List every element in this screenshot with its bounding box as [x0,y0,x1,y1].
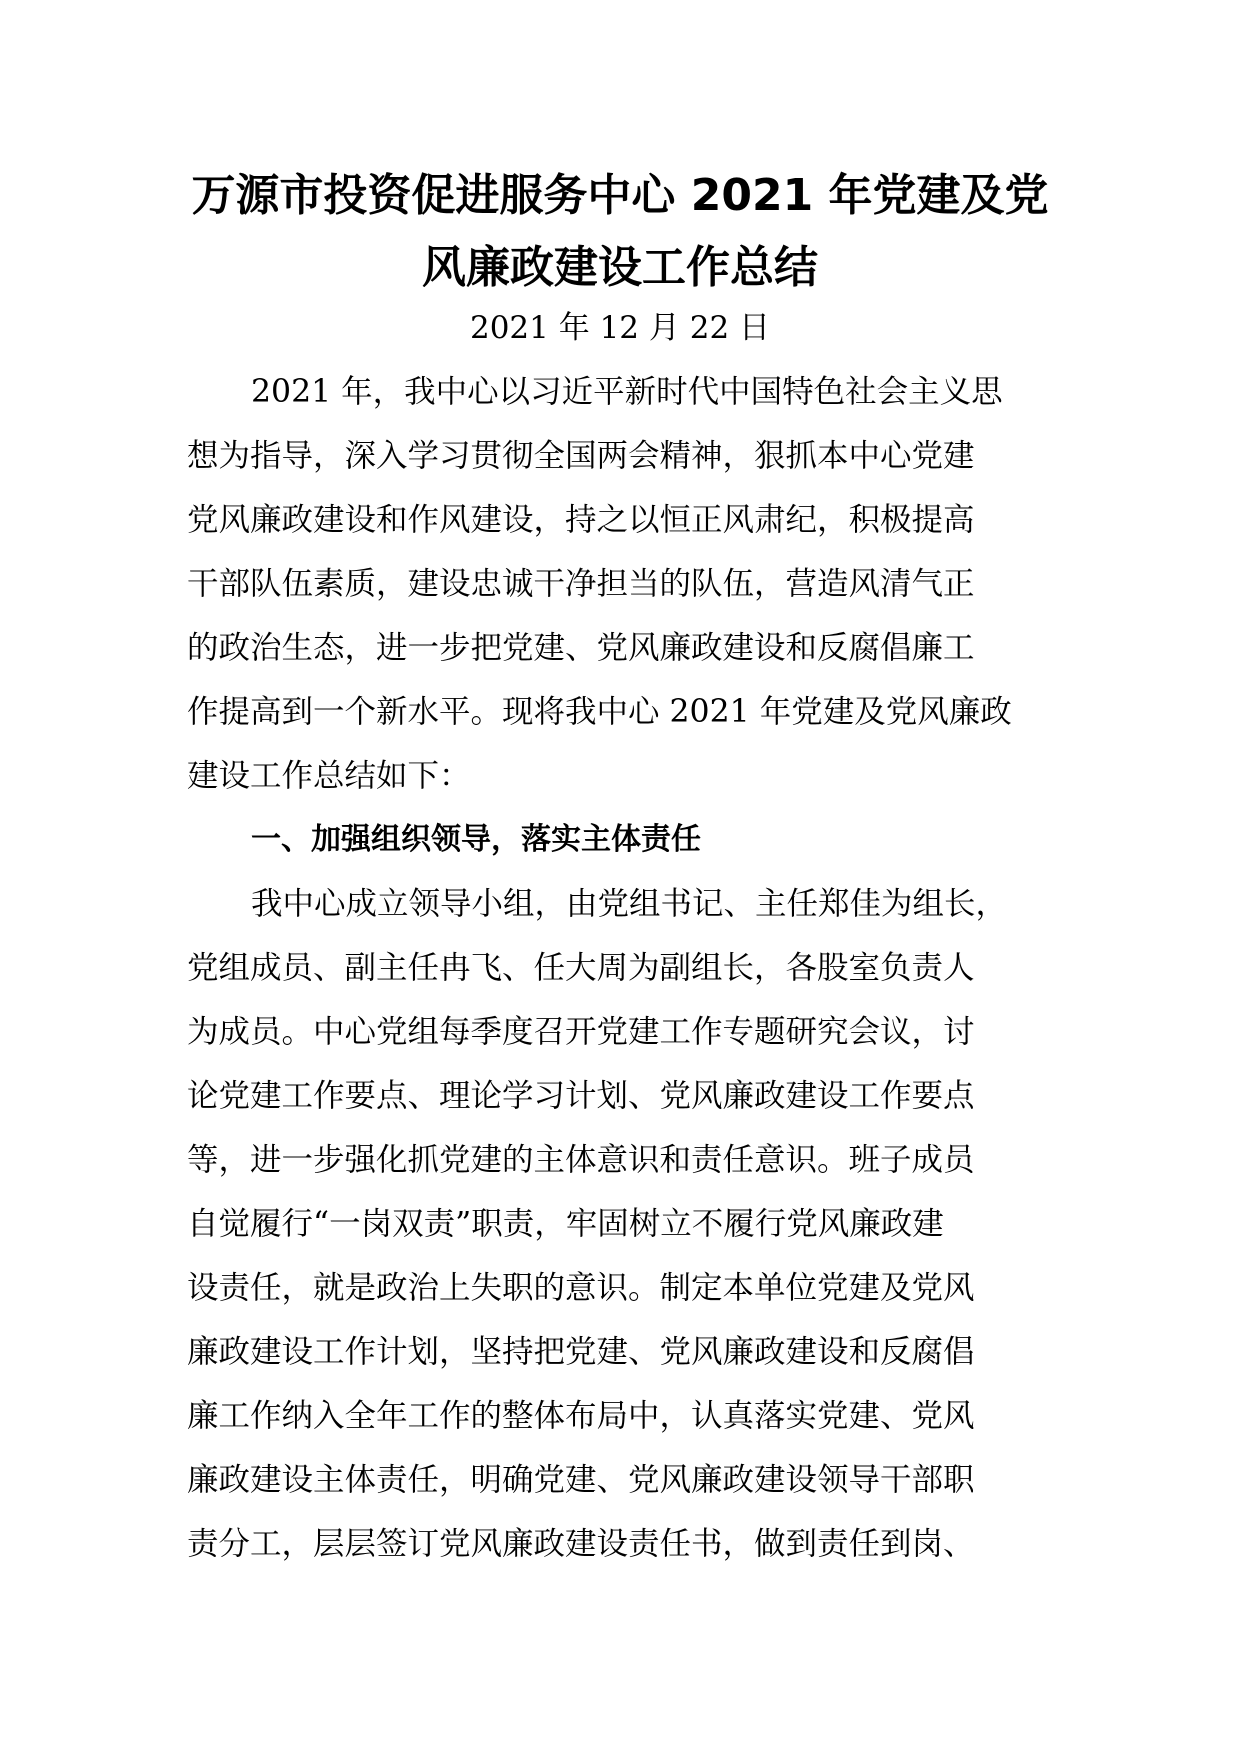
section-1-line: 党组成员、副主任冉飞、任大周为副组长，各股室负责人 [187,950,975,986]
intro-line: 作提高到一个新水平。现将我中心 2021 年党建及党风廉政 [187,694,1012,730]
intro-line: 想为指导，深入学习贯彻全国两会精神，狠抓本中心党建 [187,438,975,474]
section-1-heading: 一、加强组织领导，落实主体责任 [251,822,701,857]
document-title-line-1: 万源市投资促进服务中心 2021 年党建及党 [191,170,1049,221]
intro-line: 建设工作总结如下： [187,758,471,794]
intro-line: 党风廉政建设和作风建设，持之以恒正风肃纪，积极提高 [187,502,975,538]
section-1-line: 论党建工作要点、理论学习计划、党风廉政建设工作要点 [187,1078,975,1114]
section-1-line: 设责任，就是政治上失职的意识。制定本单位党建及党风 [187,1270,975,1306]
document-body [187,360,1087,1576]
intro-line: 2021 年，我中心以习近平新时代中国特色社会主义思 [251,374,1003,410]
section-1-line: 等，进一步强化抓党建的主体意识和责任意识。班子成员 [187,1142,975,1178]
document-title-line-2: 风廉政建设工作总结 [422,242,818,293]
section-1-line: 廉政建设工作计划，坚持把党建、党风廉政建设和反腐倡 [187,1334,975,1370]
section-1-line: 廉政建设主体责任，明确党建、党风廉政建设领导干部职 [187,1462,975,1498]
section-1-line: 自觉履行“一岗双责”职责，牢固树立不履行党风廉政建 [187,1206,944,1242]
intro-line: 的政治生态，进一步把党建、党风廉政建设和反腐倡廉工 [187,630,975,666]
section-1-line: 我中心成立领导小组，由党组书记、主任郑佳为组长， [251,886,1008,922]
intro-line: 干部队伍素质，建设忠诚干净担当的队伍，营造风清气正 [187,566,975,602]
document-date: 2021 年 12 月 22 日 [469,310,771,346]
section-1-line: 责分工，层层签订党风廉政建设责任书，做到责任到岗、 [187,1526,975,1562]
section-1-line: 为成员。中心党组每季度召开党建工作专题研究会议，讨 [187,1014,975,1050]
section-1-line: 廉工作纳入全年工作的整体布局中，认真落实党建、党风 [187,1398,975,1434]
